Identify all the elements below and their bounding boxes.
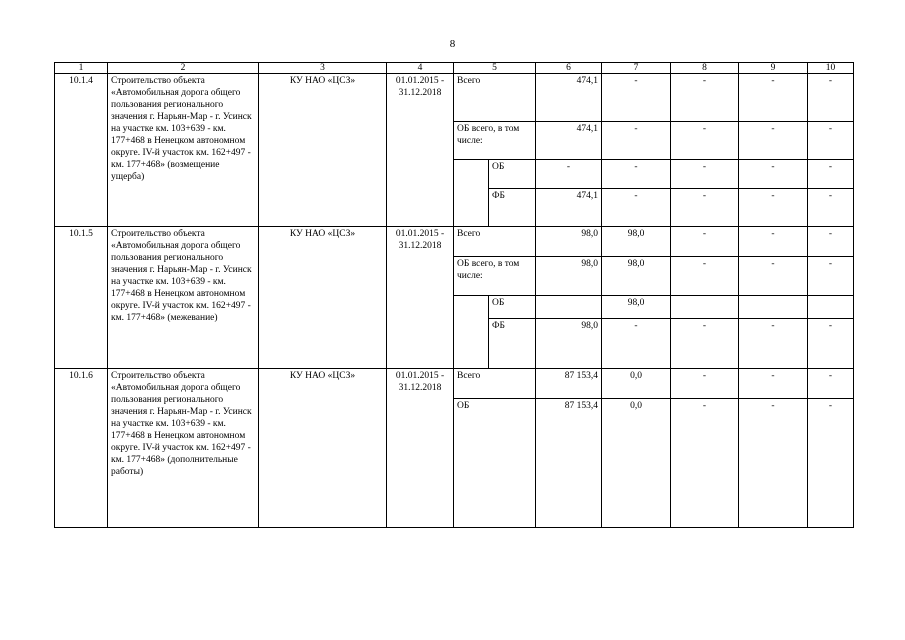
cell-c6: 474,1 (536, 122, 602, 160)
budget-table (54, 62, 854, 528)
cell-c6: - (536, 160, 602, 189)
header-row (55, 63, 854, 74)
row-id: 10.1.4 (55, 74, 108, 227)
row-period: 01.01.2015 - 31.12.2018 (387, 369, 454, 528)
cell-c8: - (671, 74, 739, 122)
cell-c8: - (671, 189, 739, 227)
cell-c6: 98,0 (536, 227, 602, 257)
table-row (55, 74, 854, 122)
cell-c9: - (739, 74, 808, 122)
row-source-label: ОБ (489, 160, 536, 189)
row-source-label: ОБ всего, в том числе: (454, 122, 536, 160)
cell-c9: - (739, 369, 808, 399)
cell-c10: - (808, 227, 854, 257)
cell-c10: - (808, 399, 854, 528)
table-row (55, 227, 854, 257)
cell-c9: - (739, 122, 808, 160)
cell-c6: 87 153,4 (536, 399, 602, 528)
row-executor: КУ НАО «ЦСЗ» (259, 227, 387, 369)
cell-c9: - (739, 257, 808, 296)
cell-c7: - (602, 122, 671, 160)
row-name: Строительство объекта «Автомобильная дорога общего пользования регионального значения г. Нарьян-Мар - г. Усинск на участке км. 103+639 - км. 177+468 в Ненецком автономном округе. IV-й участок км. 162+497 - км. 177+468» (межевание) (108, 227, 259, 369)
row-source-label: Всего (454, 74, 536, 122)
row-source-label: ОБ всего, в том числе: (454, 257, 536, 296)
cell-c10: - (808, 257, 854, 296)
cell-c10: - (808, 122, 854, 160)
cell-c7: 98,0 (602, 227, 671, 257)
cell-c9 (739, 296, 808, 319)
cell-c6: 474,1 (536, 74, 602, 122)
col-header: 3 (259, 63, 387, 74)
row-executor: КУ НАО «ЦСЗ» (259, 369, 387, 528)
indent-cell (454, 160, 489, 227)
cell-c9: - (739, 399, 808, 528)
cell-c7: - (602, 160, 671, 189)
cell-c8: - (671, 122, 739, 160)
row-source-label: ОБ (489, 296, 536, 319)
row-executor: КУ НАО «ЦСЗ» (259, 74, 387, 227)
cell-c7: - (602, 319, 671, 369)
cell-c9: - (739, 160, 808, 189)
cell-c10 (808, 296, 854, 319)
table-row (55, 369, 854, 399)
indent-cell (454, 296, 489, 369)
col-header: 4 (387, 63, 454, 74)
cell-c9: - (739, 227, 808, 257)
row-name: Строительство объекта «Автомобильная дорога общего пользования регионального значения г. Нарьян-Мар - г. Усинск на участке км. 103+639 - км. 177+468 в Ненецком автономном округе. IV-й участок км. 162+497 - км. 177+468» (дополнительные работы) (108, 369, 259, 528)
cell-c8 (671, 296, 739, 319)
col-header: 6 (536, 63, 602, 74)
row-source-label: ОБ (454, 399, 536, 528)
row-source-label: Всего (454, 369, 536, 399)
col-header: 9 (739, 63, 808, 74)
col-header: 1 (55, 63, 108, 74)
cell-c10: - (808, 189, 854, 227)
cell-c7: 0,0 (602, 369, 671, 399)
row-period: 01.01.2015 - 31.12.2018 (387, 227, 454, 369)
row-id: 10.1.6 (55, 369, 108, 528)
cell-c10: - (808, 369, 854, 399)
cell-c8: - (671, 319, 739, 369)
cell-c10: - (808, 319, 854, 369)
cell-c8: - (671, 399, 739, 528)
cell-c8: - (671, 257, 739, 296)
row-source-label: Всего (454, 227, 536, 257)
cell-c10: - (808, 160, 854, 189)
col-header: 10 (808, 63, 854, 74)
cell-c6: 87 153,4 (536, 369, 602, 399)
page-number: 8 (449, 38, 456, 50)
cell-c8: - (671, 369, 739, 399)
cell-c10: - (808, 74, 854, 122)
cell-c6: 98,0 (536, 257, 602, 296)
cell-c7: - (602, 189, 671, 227)
row-source-label: ФБ (489, 319, 536, 369)
cell-c8: - (671, 227, 739, 257)
col-header: 7 (602, 63, 671, 74)
row-id: 10.1.5 (55, 227, 108, 369)
cell-c7: 0,0 (602, 399, 671, 528)
col-header: 8 (671, 63, 739, 74)
cell-c6: 98,0 (536, 319, 602, 369)
col-header: 5 (454, 63, 536, 74)
cell-c9: - (739, 319, 808, 369)
cell-c7: 98,0 (602, 296, 671, 319)
cell-c6 (536, 296, 602, 319)
cell-c6: 474,1 (536, 189, 602, 227)
cell-c9: - (739, 189, 808, 227)
col-header: 2 (108, 63, 259, 74)
cell-c8: - (671, 160, 739, 189)
cell-c7: - (602, 74, 671, 122)
row-name: Строительство объекта «Автомобильная дорога общего пользования регионального значения г. Нарьян-Мар - г. Усинск на участке км. 103+639 - км. 177+468 в Ненецком автономном округе. IV-й участок км. 162+497 - км. 177+468» (возмещение ущерба) (108, 74, 259, 227)
row-source-label: ФБ (489, 189, 536, 227)
cell-c7: 98,0 (602, 257, 671, 296)
row-period: 01.01.2015 - 31.12.2018 (387, 74, 454, 227)
